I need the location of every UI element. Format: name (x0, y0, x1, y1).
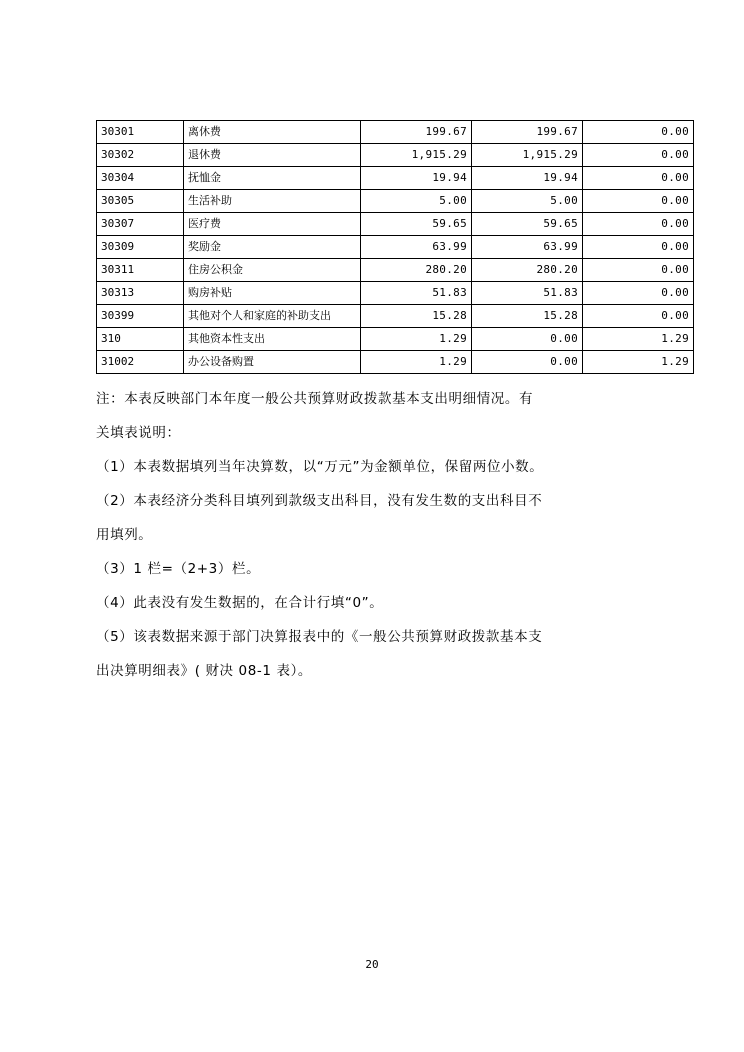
cell-personnel: 0.00 (472, 351, 583, 374)
cell-name: 住房公积金 (184, 259, 361, 282)
cell-code: 30302 (97, 144, 184, 167)
cell-public: 1.29 (583, 351, 694, 374)
cell-code: 310 (97, 328, 184, 351)
cell-name: 其他对个人和家庭的补助支出 (184, 305, 361, 328)
cell-name: 抚恤金 (184, 167, 361, 190)
cell-total: 1,915.29 (361, 144, 472, 167)
note-item-5-continued: 出决算明细表》( 财决 08-1 表）。 (96, 663, 313, 679)
table-row (97, 190, 694, 213)
note-item-5: （5）该表数据来源于部门决算报表中的《一般公共预算财政拨款基本支 (96, 629, 543, 645)
table-row (97, 351, 694, 374)
cell-code: 30399 (97, 305, 184, 328)
cell-name: 退休费 (184, 144, 361, 167)
cell-total: 15.28 (361, 305, 472, 328)
cell-personnel: 1,915.29 (472, 144, 583, 167)
cell-name: 其他资本性支出 (184, 328, 361, 351)
cell-total: 280.20 (361, 259, 472, 282)
note-item-1: （1）本表数据填列当年决算数，以“万元”为金额单位，保留两位小数。 (96, 459, 544, 475)
cell-total: 1.29 (361, 328, 472, 351)
page-number: 20 (365, 958, 379, 971)
note-heading-continued: 关填表说明： (96, 425, 181, 441)
cell-public: 0.00 (583, 213, 694, 236)
cell-total: 59.65 (361, 213, 472, 236)
cell-personnel: 19.94 (472, 167, 583, 190)
cell-code: 30301 (97, 121, 184, 144)
cell-public: 0.00 (583, 282, 694, 305)
cell-public: 0.00 (583, 236, 694, 259)
cell-name: 医疗费 (184, 213, 361, 236)
cell-name: 离休费 (184, 121, 361, 144)
cell-total: 51.83 (361, 282, 472, 305)
cell-personnel: 15.28 (472, 305, 583, 328)
cell-public: 0.00 (583, 190, 694, 213)
budget-table-container (96, 120, 689, 374)
cell-public: 0.00 (583, 121, 694, 144)
table-body (97, 121, 694, 374)
cell-name: 生活补助 (184, 190, 361, 213)
table-row (97, 259, 694, 282)
cell-total: 19.94 (361, 167, 472, 190)
note-heading: 注：本表反映部门本年度一般公共预算财政拨款基本支出明细情况。有 (96, 391, 534, 407)
table-row (97, 121, 694, 144)
cell-code: 30304 (97, 167, 184, 190)
table-row (97, 213, 694, 236)
cell-total: 63.99 (361, 236, 472, 259)
cell-public: 0.00 (583, 167, 694, 190)
cell-code: 31002 (97, 351, 184, 374)
cell-public: 0.00 (583, 144, 694, 167)
cell-personnel: 0.00 (472, 328, 583, 351)
table-row (97, 282, 694, 305)
cell-name: 购房补贴 (184, 282, 361, 305)
cell-public: 0.00 (583, 305, 694, 328)
cell-total: 1.29 (361, 351, 472, 374)
note-item-2-continued: 用填列。 (96, 527, 153, 543)
table-row (97, 236, 694, 259)
cell-personnel: 280.20 (472, 259, 583, 282)
table-row (97, 328, 694, 351)
cell-name: 奖励金 (184, 236, 361, 259)
cell-personnel: 59.65 (472, 213, 583, 236)
note-item-4: （4）此表没有发生数据的，在合计行填“0”。 (96, 595, 384, 611)
budget-detail-table (96, 120, 694, 374)
cell-personnel: 51.83 (472, 282, 583, 305)
cell-total: 5.00 (361, 190, 472, 213)
cell-personnel: 199.67 (472, 121, 583, 144)
table-row (97, 144, 694, 167)
table-row (97, 167, 694, 190)
cell-personnel: 5.00 (472, 190, 583, 213)
note-item-3: （3）1 栏=（2+3）栏。 (96, 561, 261, 577)
cell-code: 30307 (97, 213, 184, 236)
note-item-2: （2）本表经济分类科目填列到款级支出科目，没有发生数的支出科目不 (96, 493, 543, 509)
cell-total: 199.67 (361, 121, 472, 144)
cell-code: 30313 (97, 282, 184, 305)
notes-section (96, 382, 652, 688)
cell-code: 30309 (97, 236, 184, 259)
cell-personnel: 63.99 (472, 236, 583, 259)
cell-name: 办公设备购置 (184, 351, 361, 374)
cell-code: 30311 (97, 259, 184, 282)
cell-public: 0.00 (583, 259, 694, 282)
table-row (97, 305, 694, 328)
cell-code: 30305 (97, 190, 184, 213)
cell-public: 1.29 (583, 328, 694, 351)
